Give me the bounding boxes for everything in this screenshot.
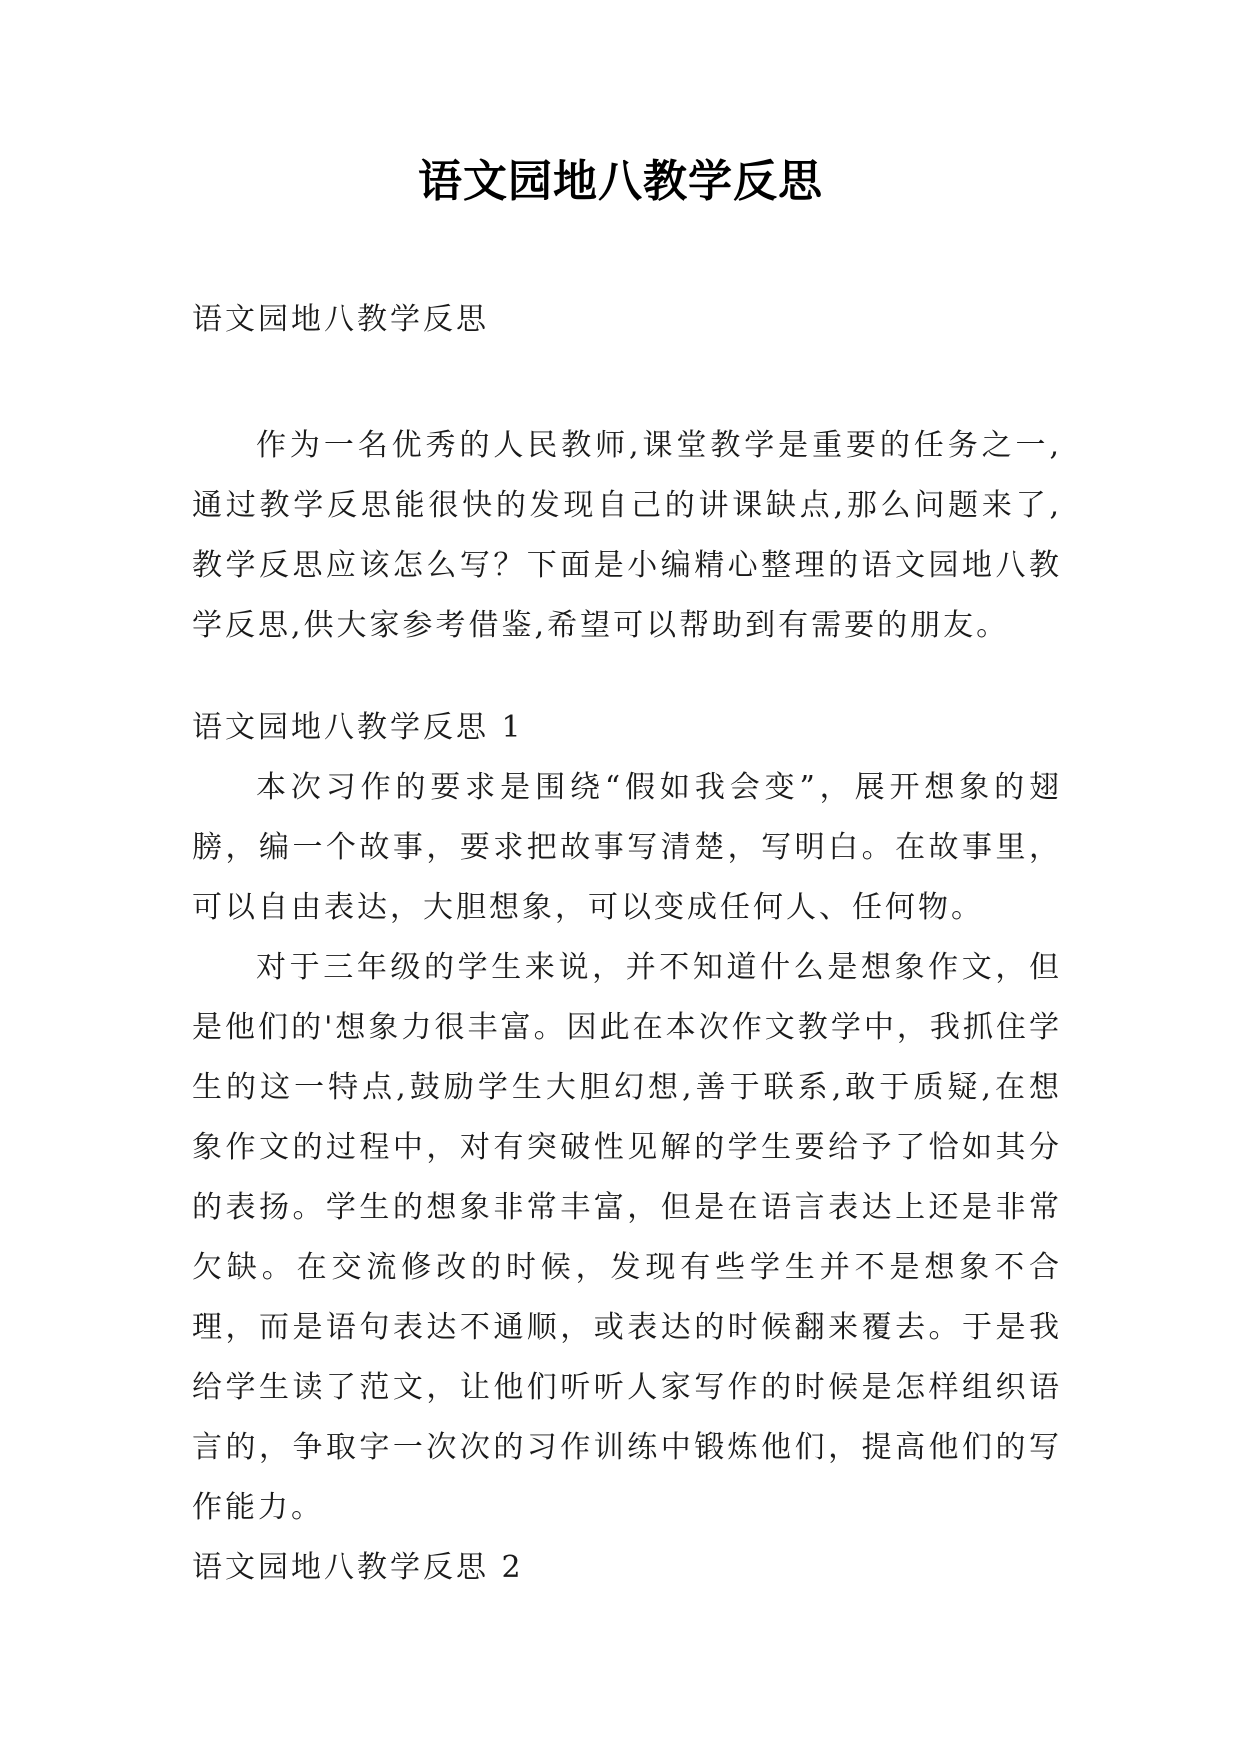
section-1-paragraph: 对于三年级的学生来说，并不知道什么是想象作文，但是他们的'想象力很丰富。因此在本次作文教学中，我抓住学生的这一特点,鼓励学生大胆幻想,善于联系,敢于质疑,在想象作文的过程中，对有突破性见解的学生要给予了恰如其分的表扬。学生的想象非常丰富，但是在语言表达上还是非常欠缺。在交流修改的时候，发现有些学生并不是想象不合理，而是语句表达不通顺，或表达的时候翻来覆去。于是我给学生读了范文，让他们听听人家写作的时候是怎样组织语言的，争取字一次次的习作训练中锻炼他们，提高他们的写作能力。 <box>192 950 1062 1525</box>
section-heading-1: 语文园地八教学反思 1 <box>192 710 524 745</box>
document-body <box>192 290 1062 1598</box>
intro-paragraph: 作为一名优秀的人民教师,课堂教学是重要的任务之一,通过教学反思能很快的发现自己的讲课缺点,那么问题来了,教学反思应该怎么写？下面是小编精心整理的语文园地八教学反思,供大家参考借鉴,希望可以帮助到有需要的朋友。 <box>192 428 1062 643</box>
section-1-paragraph: 本次习作的要求是围绕“假如我会变”，展开想象的翅膀，编一个故事，要求把故事写清楚，写明白。在故事里，可以自由表达，大胆想象，可以变成任何人、任何物。 <box>192 770 1062 925</box>
document-title: 语文园地八教学反思 <box>418 156 823 207</box>
section-heading-2: 语文园地八教学反思 2 <box>192 1550 524 1585</box>
document-subtitle: 语文园地八教学反思 <box>192 302 489 337</box>
